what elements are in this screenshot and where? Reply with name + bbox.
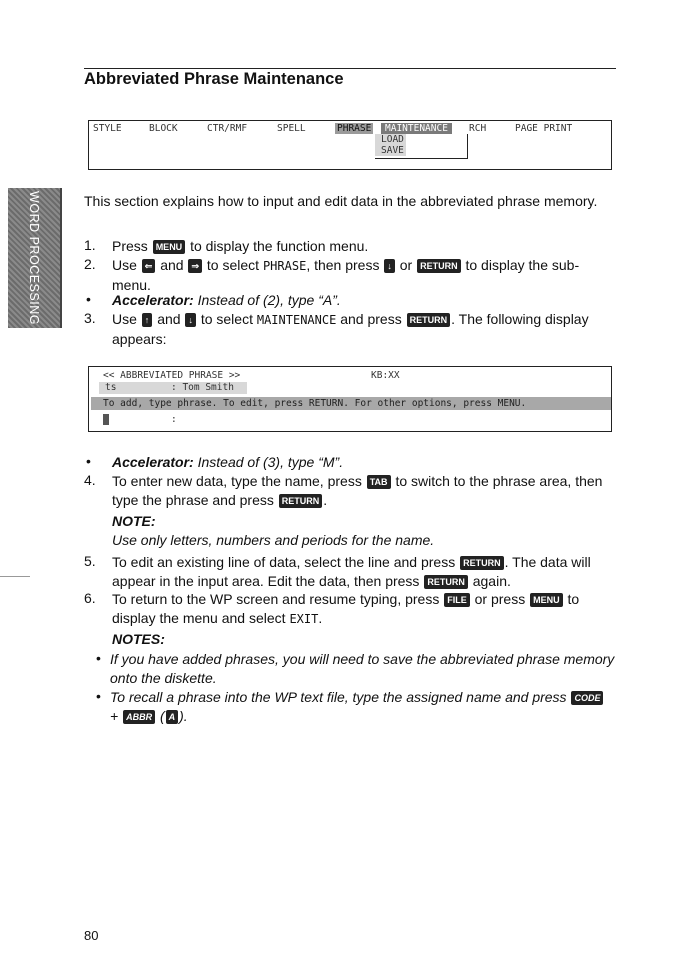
accelerator-1: [112, 291, 616, 310]
menu-screen: [88, 120, 612, 170]
step-3-word: MAINTENANCE: [256, 313, 337, 327]
phrase-screen-header: << ABBREVIATED PHRASE >>: [103, 370, 241, 381]
menu-item-ctr-rmf: CTR/RMF: [207, 123, 248, 134]
step-1: [112, 237, 616, 256]
step-4-text-b: to switch to the phrase area, then type the phrase and press: [112, 473, 603, 508]
step-2-word: PHRASE: [262, 259, 307, 273]
note-text: Use only letters, numbers and periods for the name.: [112, 532, 435, 548]
step-4: [112, 472, 616, 510]
accelerator-2-label: Accelerator:: [112, 454, 194, 470]
plus-sign: +: [110, 708, 119, 724]
accelerator-1-label: Accelerator:: [112, 292, 194, 308]
bullet: •: [96, 650, 101, 666]
phrase-row-value: : Tom Smith: [171, 382, 234, 393]
menu-item-page-print: PAGE PRINT: [515, 123, 573, 134]
step-5-number: 5.: [84, 553, 96, 569]
submenu-save: SAVE: [375, 145, 406, 156]
help-text: To add, type phrase. To edit, press RETURN. For other options, press MENU.: [103, 398, 527, 409]
margin-mark: [0, 576, 30, 577]
note-2-text: To recall a phrase into the WP text file, type the assigned name and press: [110, 689, 567, 705]
file-key: FILE: [444, 593, 470, 607]
step-1-text: Press: [112, 238, 148, 254]
accelerator-2: [112, 453, 616, 472]
cursor: [103, 414, 109, 425]
intro-text: This section explains how to input and edit data in the abbreviated phrase memory.: [84, 193, 598, 209]
section-tab-label: WORD PROCESSING: [27, 191, 41, 325]
a-key: A: [166, 710, 179, 724]
step-3-text-c: and press: [340, 311, 402, 327]
step-6-word: EXIT: [289, 612, 319, 626]
step-2-or: or: [399, 257, 413, 273]
step-6-text-b: to display the menu and select: [112, 591, 580, 626]
step-4-text-c: .: [323, 492, 328, 508]
left-arrow-key: ⇐: [142, 259, 156, 273]
menu-item-phrase: PHRASE: [337, 123, 372, 134]
step-2-text-b: to select: [206, 257, 260, 273]
top-rule: [84, 68, 616, 69]
submenu-maintenance: MAINTENANCE: [381, 123, 452, 134]
page-title: Abbreviated Phrase Maintenance: [84, 70, 344, 88]
phrase-screen: [88, 366, 612, 432]
bullet: •: [86, 291, 91, 307]
down-arrow-key: ↓: [185, 313, 196, 327]
step-3-text-d: . The following display appears:: [112, 311, 589, 347]
down-arrow-key: ↓: [384, 259, 395, 273]
return-key: RETURN: [279, 494, 323, 508]
bullet: •: [86, 453, 91, 469]
submenu-load: LOAD: [375, 134, 406, 145]
step-6-text: To return to the WP screen and resume typing, press: [112, 591, 440, 607]
page-number: 80: [84, 928, 99, 943]
step-6: [112, 590, 616, 629]
step-6-or: or press: [474, 591, 526, 607]
step-3-text: Use: [112, 311, 137, 327]
step-1-number: 1.: [84, 237, 96, 253]
bullet: •: [96, 688, 101, 704]
step-3-number: 3.: [84, 310, 96, 326]
step-6-number: 6.: [84, 590, 96, 606]
step-5: [112, 553, 616, 591]
menu-item-search-tail: RCH: [469, 123, 487, 134]
note-2: [110, 688, 616, 726]
step-4-text: To enter new data, type the name, press: [112, 473, 362, 489]
menu-key: MENU: [530, 593, 563, 607]
paren-close: ).: [179, 708, 188, 724]
step-5-text-b: . The data will appear in the input area. Edit the data, then press: [112, 554, 591, 589]
step-5-text-c: again.: [472, 573, 511, 589]
accelerator-1-text: Instead of (2), type “A”.: [197, 292, 341, 308]
section-tab: [8, 188, 60, 328]
right-arrow-key: ⇒: [188, 259, 202, 273]
step-4-number: 4.: [84, 472, 96, 488]
menu-item-spell: SPELL: [277, 123, 306, 134]
step-2-and: and: [160, 257, 184, 273]
notes-label: NOTES:: [112, 631, 165, 647]
code-key: CODE: [571, 691, 603, 705]
step-5-text: To edit an existing line of data, select the line and press: [112, 554, 456, 570]
step-3-and: and: [157, 311, 181, 327]
menu-item-style: STYLE: [93, 123, 122, 134]
step-3-text-b: to select: [200, 311, 253, 327]
return-key: RETURN: [407, 313, 451, 327]
step-2-text: Use: [112, 257, 137, 273]
menu-item-block: BLOCK: [149, 123, 178, 134]
step-3: [112, 310, 616, 349]
section-tab-bar: [60, 188, 62, 328]
return-key: RETURN: [417, 259, 461, 273]
abbr-key: ABBR: [123, 710, 155, 724]
step-6-text-c: .: [318, 610, 323, 626]
return-key: RETURN: [424, 575, 468, 589]
keyboard-indicator: KB:XX: [371, 370, 400, 381]
step-2-number: 2.: [84, 256, 96, 272]
input-separator: :: [171, 414, 177, 425]
return-key: RETURN: [460, 556, 504, 570]
note-1: If you have added phrases, you will need to save the abbreviated phrase memory onto the diskette.: [110, 651, 615, 686]
up-arrow-key: ↑: [142, 313, 153, 327]
step-2-text-d: to display the sub-menu.: [112, 257, 580, 293]
paren-open: (: [159, 708, 165, 724]
step-2-text-c: , then press: [306, 257, 380, 273]
step-1-text-b: to display the function menu.: [190, 238, 369, 254]
note-label: NOTE:: [112, 513, 156, 529]
tab-key: TAB: [367, 475, 391, 489]
menu-key: MENU: [153, 240, 186, 254]
phrase-row-name: ts: [105, 382, 117, 393]
step-2: [112, 256, 616, 295]
accelerator-2-text: Instead of (3), type “M”.: [197, 454, 344, 470]
